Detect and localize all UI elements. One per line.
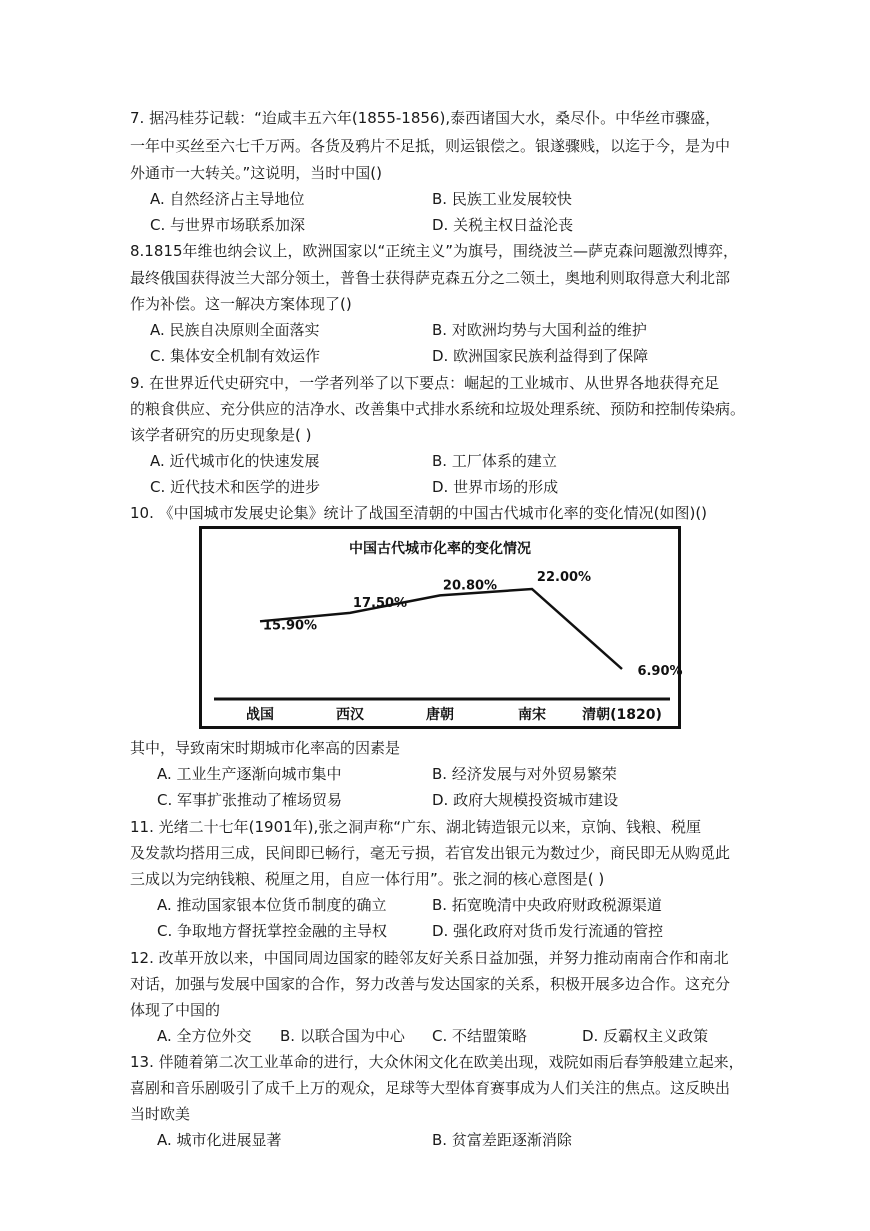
q7-line-3: 外通市一大转关。”这说明，当时中国() xyxy=(130,164,382,182)
q11-line-3: 三成以为完纳钱粮、税厘之用，自应一体行用”。张之洞的核心意图是( ) xyxy=(130,870,605,888)
q9-option-a[interactable]: A. 近代城市化的快速发展 xyxy=(150,452,320,470)
q9-line-2: 的粮食供应、充分供应的洁净水、改善集中式排水系统和垃圾处理系统、预防和控制传染病。 xyxy=(130,400,746,418)
q10-stem-continuation: 其中，导致南宋时期城市化率高的因素是 xyxy=(130,739,401,757)
q12-line-3: 体现了中国的 xyxy=(130,1001,221,1019)
q8-option-b[interactable]: B. 对欧洲均势与大国利益的维护 xyxy=(432,321,647,339)
urbanization-chart xyxy=(199,526,681,729)
q9-option-b[interactable]: B. 工厂体系的建立 xyxy=(432,452,557,470)
q12-line-1: 12. 改革开放以来，中国同周边国家的睦邻友好关系日益加强，并努力推动南南合作和南北 xyxy=(130,949,729,967)
q11-option-b[interactable]: B. 拓宽晚清中央政府财政税源渠道 xyxy=(432,896,662,914)
q9-line-3: 该学者研究的历史现象是( ) xyxy=(130,426,312,444)
q8-line-3: 作为补偿。这一解决方案体现了() xyxy=(130,295,352,313)
q7-option-d[interactable]: D. 关税主权日益沦丧 xyxy=(432,216,574,234)
q9-option-c[interactable]: C. 近代技术和医学的进步 xyxy=(150,478,321,496)
q11-option-d[interactable]: D. 强化政府对货币发行流通的管控 xyxy=(432,922,664,940)
chart-title: 中国古代城市化率的变化情况 xyxy=(349,541,531,557)
q7-option-a[interactable]: A. 自然经济占主导地位 xyxy=(150,190,305,208)
q11-option-c[interactable]: C. 争取地方督抚掌控金融的主导权 xyxy=(157,922,388,940)
chart-svg xyxy=(202,529,683,726)
q13-line-1: 13. 伴随着第二次工业革命的进行，大众休闲文化在欧美出现，戏院如雨后春笋般建立起来， xyxy=(130,1053,744,1071)
q12-option-d[interactable]: D. 反霸权主义政策 xyxy=(582,1027,709,1045)
q10-option-c[interactable]: C. 军事扩张推动了榷场贸易 xyxy=(157,791,343,809)
data-label-2: 20.80% xyxy=(442,578,498,594)
x-tick-label-1: 西汉 xyxy=(336,707,364,723)
x-tick-label-0: 战国 xyxy=(246,707,274,723)
q10-line-1: 10. 《中国城市发展史论集》统计了战国至清朝的中国古代城市化率的变化情况(如图)() xyxy=(130,504,708,522)
q7-option-c[interactable]: C. 与世界市场联系加深 xyxy=(150,216,306,234)
q12-line-2: 对话，加强与发展中国家的合作，努力改善与发达国家的关系，积极开展多边合作。这充分 xyxy=(130,975,731,993)
x-tick-label-2: 唐朝 xyxy=(426,707,454,723)
q13-line-2: 喜剧和音乐剧吸引了成千上万的观众，足球等大型体育赛事成为人们关注的焦点。这反映出 xyxy=(130,1079,731,1097)
q13-line-3: 当时欧美 xyxy=(130,1105,191,1123)
q7-line-1: 7. 据冯桂芬记载：“迨咸丰五六年(1855-1856),泰西诸国大水，桑尽仆。中华丝市骤盛， xyxy=(130,109,721,127)
data-label-0: 15.90% xyxy=(262,618,318,634)
q7-line-2: 一年中买丝至六七千万两。各货及鸦片不足抵，则运银偿之。银遂骤贱，以迄于今，是为中 xyxy=(130,137,731,155)
data-label-1: 17.50% xyxy=(352,595,408,611)
q8-option-c[interactable]: C. 集体安全机制有效运作 xyxy=(150,347,321,365)
q8-line-2: 最终俄国获得波兰大部分领土，普鲁士获得萨克森五分之二领土，奥地利则取得意大利北部 xyxy=(130,269,731,287)
x-tick-label-4: 清朝(1820) xyxy=(582,707,662,723)
q12-option-c[interactable]: C. 不结盟策略 xyxy=(432,1027,528,1045)
q10-option-a[interactable]: A. 工业生产逐渐向城市集中 xyxy=(157,765,342,783)
q10-option-b[interactable]: B. 经济发展与对外贸易繁荣 xyxy=(432,765,617,783)
q12-option-a[interactable]: A. 全方位外交 xyxy=(157,1027,252,1045)
q9-line-1: 9. 在世界近代史研究中，一学者列举了以下要点：崛起的工业城市、从世界各地获得充足 xyxy=(130,374,720,392)
q12-option-b[interactable]: B. 以联合国为中心 xyxy=(280,1027,405,1045)
q11-line-1: 11. 光绪二十七年(1901年),张之洞声称“广东、湖北铸造银元以来，京饷、钱粮、税厘 xyxy=(130,818,702,836)
q9-option-d[interactable]: D. 世界市场的形成 xyxy=(432,478,559,496)
q8-option-d[interactable]: D. 欧洲国家民族利益得到了保障 xyxy=(432,347,649,365)
data-label-4: 6.90% xyxy=(637,664,683,679)
q11-option-a[interactable]: A. 推动国家银本位货币制度的确立 xyxy=(157,896,387,914)
q13-option-a[interactable]: A. 城市化进展显著 xyxy=(157,1131,282,1149)
data-label-3: 22.00% xyxy=(536,570,592,585)
q11-line-2: 及发款均搭用三成，民间即已畅行，毫无亏损，若官发出银元为数过少，商民即无从购觅此 xyxy=(130,844,731,862)
q7-option-b[interactable]: B. 民族工业发展较快 xyxy=(432,190,572,208)
q13-option-b[interactable]: B. 贫富差距逐渐消除 xyxy=(432,1131,572,1149)
q8-option-a[interactable]: A. 民族自决原则全面落实 xyxy=(150,321,320,339)
q8-line-1: 8.1815年维也纳会议上，欧洲国家以“正统主义”为旗号，围绕波兰—萨克森问题激烈博弈， xyxy=(130,242,739,260)
x-tick-label-3: 南宋 xyxy=(518,707,546,723)
q10-option-d[interactable]: D. 政府大规模投资城市建设 xyxy=(432,791,619,809)
